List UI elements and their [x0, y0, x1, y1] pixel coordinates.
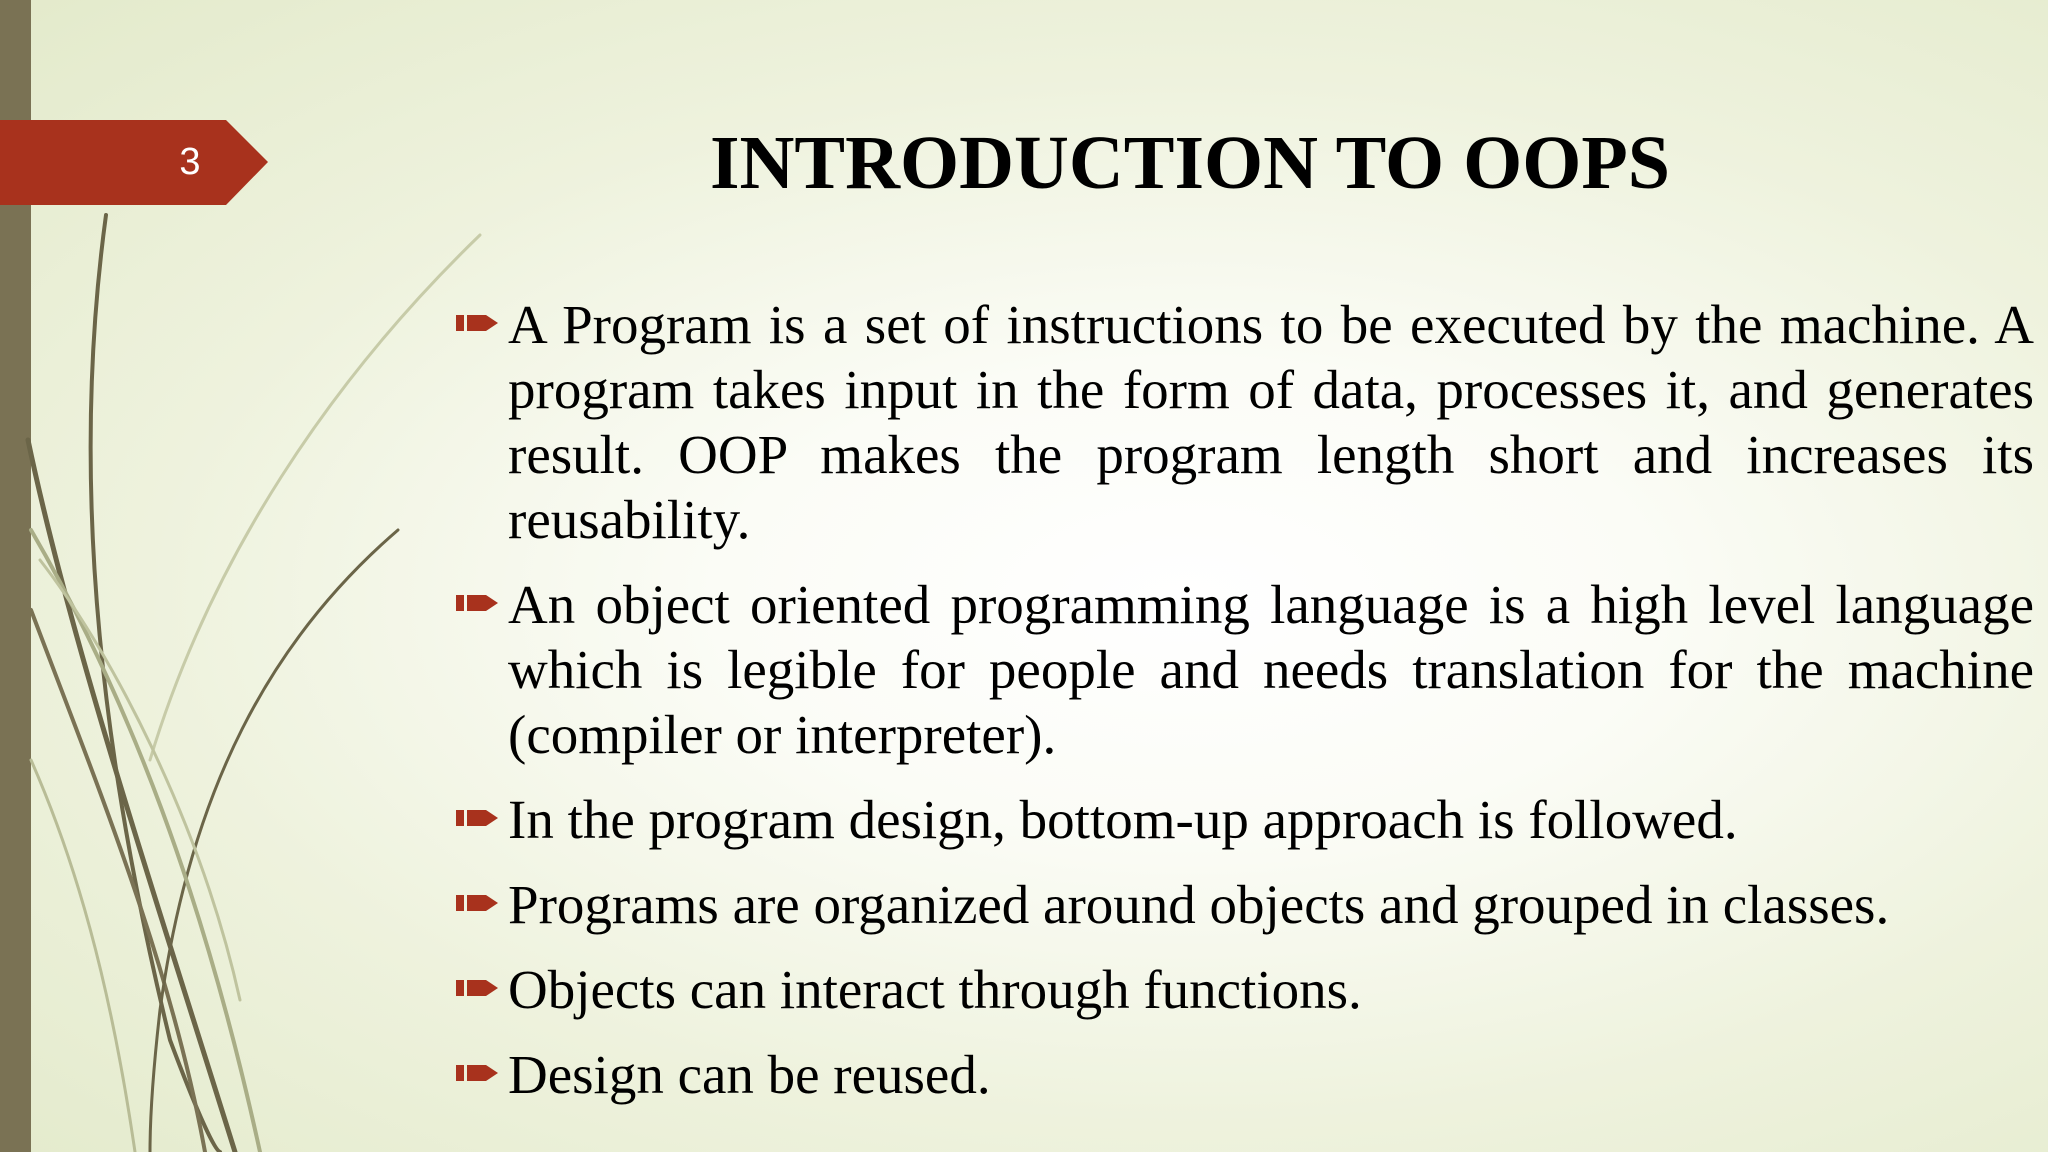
arrow-bullet-icon	[456, 891, 500, 915]
slide-number: 3	[179, 141, 201, 183]
bullet-text: Objects can interact through functions.	[508, 959, 1362, 1020]
bullet-text: Programs are organized around objects and grouped in classes.	[508, 874, 1890, 935]
bullet-text: An object oriented programming language is a high level language which is legible for people and needs translation for the machine (compiler or interpreter).	[508, 574, 2034, 765]
bullet-text: In the program design, bottom-up approach is followed.	[508, 789, 1738, 850]
arrow-bullet-icon	[456, 976, 500, 1000]
arrow-bullet-icon	[456, 1061, 500, 1085]
arrow-bullet-icon	[456, 311, 500, 335]
bullet-text: Design can be reused.	[508, 1044, 991, 1105]
bullet-text: A Program is a set of instructions to be executed by the machine. A program takes input in the form of data, processes it, and generates result. OOP makes the program length short and increases its reusability.	[508, 294, 2034, 550]
list-item	[450, 787, 2034, 852]
list-item	[450, 1042, 2034, 1107]
list-item	[450, 957, 2034, 1022]
list-item	[450, 572, 2034, 767]
arrow-bullet-icon	[456, 591, 500, 615]
bullet-list	[450, 292, 2034, 1127]
slide-title: INTRODUCTION TO OOPS	[709, 121, 1671, 205]
list-item	[450, 292, 2034, 552]
list-item	[450, 872, 2034, 937]
arrow-bullet-icon	[456, 806, 500, 830]
